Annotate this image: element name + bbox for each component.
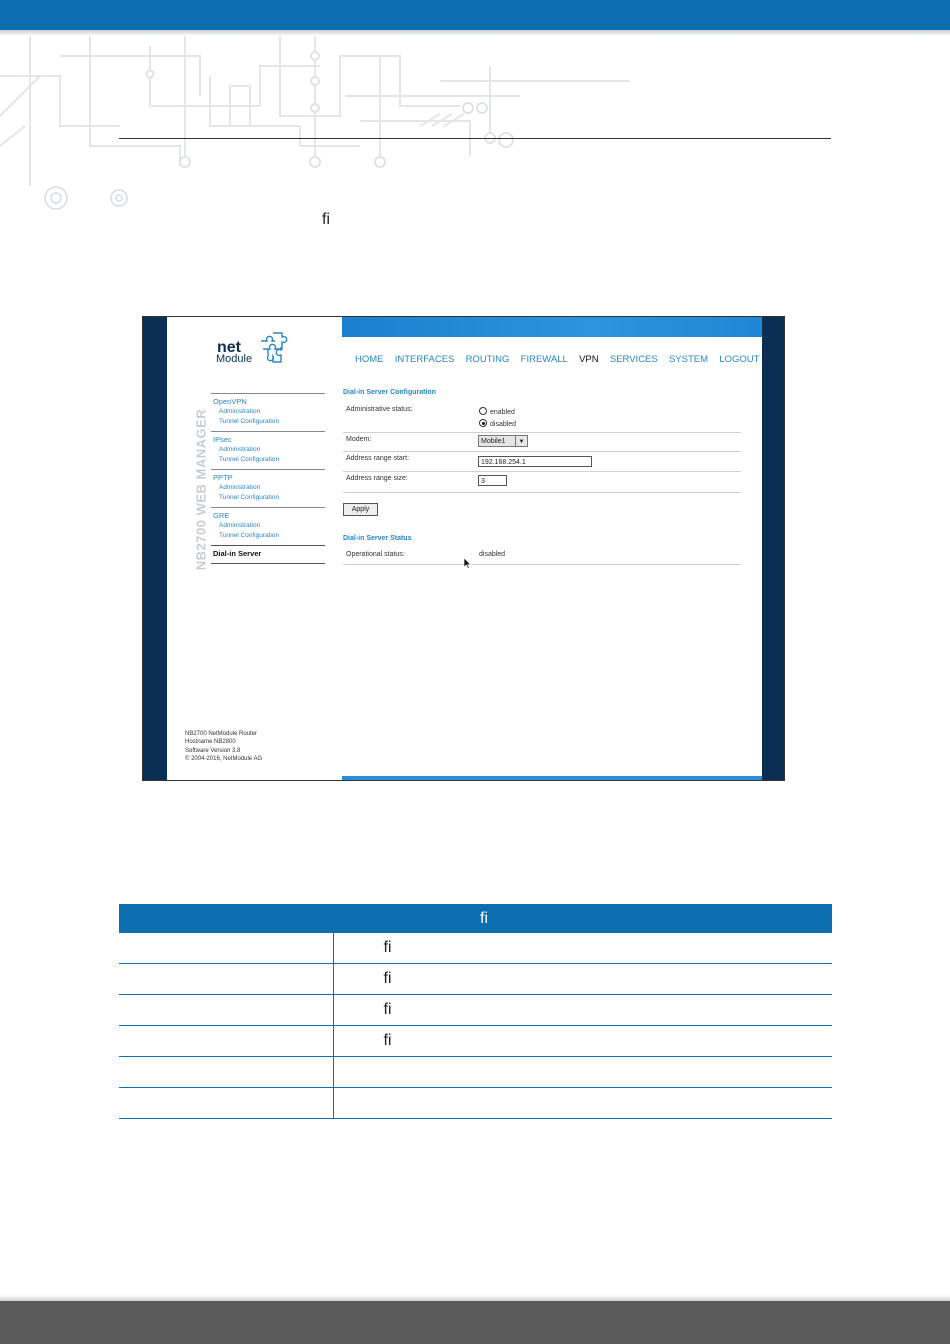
table-cell-parameter [119, 1088, 333, 1119]
nav-gre-tunnel-configuration[interactable]: Tunnel Configuration [219, 532, 280, 539]
footer-accent-line [342, 776, 762, 780]
nav-group-ipsec [211, 431, 325, 469]
nav-openvpn[interactable]: OpenVPN [213, 397, 247, 406]
menu-system[interactable]: SYSTEM [668, 354, 709, 365]
modem-select[interactable] [478, 435, 528, 447]
nav-ipsec[interactable]: IPsec [213, 435, 232, 444]
main-panel [342, 317, 762, 780]
table-header-parameter [119, 904, 333, 933]
table-header-row [119, 904, 832, 933]
puzzle-logo-icon [259, 331, 291, 365]
mouse-pointer-icon [464, 558, 472, 569]
menu-routing[interactable]: ROUTING [465, 354, 510, 365]
header-gradient [342, 317, 762, 337]
table-row [119, 964, 832, 995]
nav-openvpn-tunnel-configuration[interactable]: Tunnel Configuration [219, 418, 280, 425]
table-cell-description: ﬁ [333, 933, 832, 964]
operational-status-value: disabled [479, 551, 506, 558]
nav-pptp-tunnel-configuration[interactable]: Tunnel Configuration [219, 494, 280, 501]
nav-gre[interactable]: GRE [213, 511, 230, 520]
table-cell-description [333, 1088, 832, 1119]
footer-version: Software Version 3.8 [185, 747, 241, 754]
vpn-side-nav [211, 393, 325, 564]
radio-enabled-label: enabled [490, 409, 515, 416]
range-start-label: Address range start: [346, 455, 410, 462]
intro-glyph: ﬁ [322, 211, 330, 228]
table-row [119, 1026, 832, 1057]
menu-services[interactable]: SERVICES [609, 354, 658, 365]
range-size-input[interactable]: 3 [478, 475, 507, 486]
table-cell-description: ﬁ [333, 1026, 832, 1057]
row-operational-status [343, 547, 741, 565]
radio-enabled[interactable] [479, 407, 515, 416]
range-size-label: Address range size: [346, 475, 408, 482]
router-screenshot [142, 316, 785, 781]
frame-left-strip [143, 317, 167, 780]
radio-enabled-icon[interactable] [479, 407, 487, 415]
nav-ipsec-administration[interactable]: Administration [219, 446, 261, 453]
row-range-start [343, 452, 741, 472]
vertical-product-title: NB2700 WEB MANAGER [193, 408, 209, 571]
nav-group-dial-in-server [211, 545, 325, 564]
table-cell-parameter [119, 964, 333, 995]
modem-label: Modem: [346, 436, 372, 443]
table-cell-parameter [119, 1057, 333, 1088]
range-start-input[interactable]: 192.168.254.1 [478, 456, 592, 467]
chevron-down-icon[interactable]: ▼ [515, 436, 527, 446]
top-banner [0, 0, 950, 30]
side-panel [167, 317, 342, 780]
table-row [119, 933, 832, 964]
parameter-table [119, 904, 832, 1119]
footer-product: NB2700 NetModule Router [185, 731, 258, 737]
radio-disabled-label: disabled [490, 421, 517, 428]
nav-dial-in-server[interactable]: Dial-in Server [213, 549, 262, 558]
table-row [119, 1088, 832, 1119]
menu-vpn[interactable]: VPN [579, 354, 599, 365]
header-rule [119, 138, 831, 139]
row-modem [343, 433, 741, 452]
side-footer [185, 730, 262, 763]
nav-gre-administration[interactable]: Administration [219, 522, 261, 529]
nav-group-openvpn [211, 393, 325, 431]
table-cell-description: ﬁ [333, 995, 832, 1026]
nav-group-gre [211, 507, 325, 545]
menu-firewall[interactable]: FIREWALL [520, 354, 568, 365]
row-range-size [343, 472, 741, 493]
table-row [119, 995, 832, 1026]
footer-bar [0, 1301, 950, 1344]
nav-group-pptp [211, 469, 325, 507]
radio-disabled-icon[interactable] [479, 419, 487, 427]
nav-pptp-administration[interactable]: Administration [219, 484, 261, 491]
menu-interfaces[interactable]: INTERFACES [394, 354, 455, 365]
logo-module-text: Module [216, 353, 253, 365]
table-cell-parameter [119, 933, 333, 964]
table-cell-parameter [119, 995, 333, 1026]
table-cell-description: ﬁ [333, 964, 832, 995]
status-section-title: Dial-in Server Status [343, 535, 412, 542]
menu-logout[interactable]: LOGOUT [719, 354, 760, 365]
admin-status-label: Administrative status: [346, 406, 413, 413]
top-menu [355, 354, 782, 366]
footer-hostname: Hostname NB2800 [185, 739, 236, 746]
table-row [119, 1057, 832, 1088]
operational-status-label: Operational status: [346, 551, 405, 558]
footer-copyright: © 2004-2016, NetModule AG [185, 755, 263, 762]
logo-net-text: net [217, 339, 241, 356]
frame-right-strip [762, 317, 784, 780]
circuit-decoration [0, 36, 640, 216]
nav-ipsec-tunnel-configuration[interactable]: Tunnel Configuration [219, 456, 280, 463]
row-admin-status [343, 401, 741, 433]
menu-home[interactable]: HOME [355, 354, 384, 365]
modem-select-value: Mobile1 [481, 438, 506, 445]
nav-openvpn-administration[interactable]: Administration [219, 408, 261, 415]
table-cell-description [333, 1057, 832, 1088]
table-header-description: ﬁ [333, 904, 832, 933]
radio-disabled[interactable] [479, 419, 516, 428]
table-cell-parameter [119, 1026, 333, 1057]
apply-button[interactable]: Apply [343, 503, 378, 516]
nav-pptp[interactable]: PPTP [213, 473, 233, 482]
config-section-title: Dial-in Server Configuration [343, 389, 436, 396]
